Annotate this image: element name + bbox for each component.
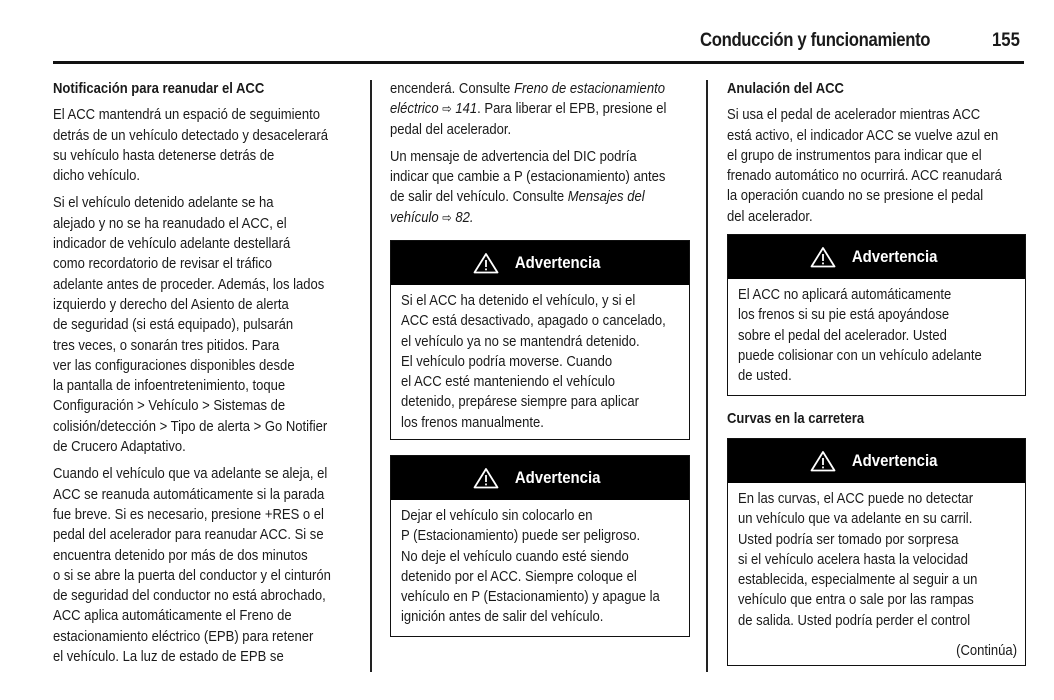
warning-header: Advertencia: [728, 235, 1025, 279]
warning-box-curves: Advertencia En las curvas, el ACC puede no detectar un vehículo que va adelante en su carril. Usted podría ser tomado por sorpresa si el vehículo acelera hasta la velocidad establecida, especialmente al seguir a un vehículo que entra o sale por las rampas de salida. Usted podría perder el control (Continúa): [727, 438, 1026, 666]
heading-acc-override: Anulación del ACC: [727, 80, 844, 97]
column-divider-1: [370, 80, 372, 672]
page-ref-141[interactable]: 141: [455, 100, 478, 118]
reference-arrow-icon: ⇨: [442, 209, 452, 225]
paragraph-vehicle-ahead-indicator: Si el vehículo detenido adelante se ha alejado y no se ha reanudado el ACC, el indicador de vehículo adelante destellará como recordatorio de revisar el tráfico adelante antes de proceder. Además, los lados izquierdo y derecho del Asiento de alerta de seguridad (si está equipado), pulsarán tres veces, o sonarán tres pitidos. Para ver las configuraciones disponibles desde la pantalla de infoentretenimiento, toque Configuración > Vehículo > Sistemas de colisión/detección > Tipo de alerta > Go Notifier de Crucero Adaptativo.: [53, 194, 328, 456]
continued-label: (Continúa): [956, 642, 1017, 659]
warning-header: Advertencia: [728, 439, 1025, 483]
header-rule: [53, 61, 1024, 64]
heading-resume-notification: Notificación para reanudar el ACC: [53, 80, 265, 97]
warning-triangle-icon: [810, 246, 836, 268]
paragraph-dic-message: Un mensaje de advertencia del DIC podría indicar que cambie a P (estacionamiento) antes de salir del vehículo. Consulte Mensajes del vehículo ⇨ 82.: [390, 147, 666, 226]
reference-arrow-icon: ⇨: [442, 101, 452, 117]
paragraph-accelerator-override: Si usa el pedal de acelerador mientras ACC está activo, el indicador ACC se vuelve azul en el grupo de instrumentos para indicar que el frenado automático no ocurrirá. ACC reanudará la operación cuando no se presione el pedal del acelerador.: [727, 106, 1002, 225]
column-3: [727, 79, 1027, 234]
paragraph-acc-resume-epb: Cuando el vehículo que va adelante se aleja, el ACC se reanuda automáticamente si la parada fue breve. Si es necesario, presione +RES o el pedal del acelerador para reanudar ACC. Si se encuentra detenido por más de dos minutos o si se abre la puerta del conductor y el cinturón de seguridad del conductor no está abrochado, ACC aplica automáticamente el Freno de estacionamiento eléctrico (EPB) para retener el vehículo. La luz de estado de EPB se: [53, 465, 331, 666]
paragraph-epb-release: encenderá. Consulte Freno de estacionamiento eléctrico ⇨ 141. Para liberar el EPB, presione el pedal del acelerador.: [390, 80, 667, 138]
warning-triangle-icon: [810, 450, 836, 472]
page-header: [0, 0, 1054, 62]
section-title: Conducción y funcionamiento: [700, 30, 931, 51]
link-electric-parking-brake[interactable]: Freno de estacionamiento: [514, 80, 665, 97]
warning-header: Advertencia: [391, 241, 689, 285]
warning-box-park-vehicle: Advertencia Dejar el vehículo sin colocarlo en P (Estacionamiento) puede ser peligroso. No deje el vehículo cuando esté siendo detenido por el ACC. Siempre coloque el vehículo en P (Estacionamiento) y apague la ignición antes de salir del vehículo.: [390, 455, 690, 637]
warning-triangle-icon: [473, 467, 499, 489]
heading-road-curves: Curvas en la carretera: [727, 410, 865, 427]
paragraph-following-distance: El ACC mantendrá un espació de seguimiento detrás de un vehículo detectado y desacelerará su vehículo hasta detenerse detrás de dicho vehículo.: [53, 106, 328, 185]
column-2: [390, 79, 690, 235]
column-1: [53, 79, 353, 674]
page-ref-82[interactable]: 82: [455, 208, 470, 226]
warning-box-foot-on-accelerator: Advertencia El ACC no aplicará automáticamente los frenos si su pie está apoyándose sobre el pedal del acelerador. Usted puede colisionar con un vehículo adelante de usted.: [727, 234, 1026, 396]
column-divider-2: [706, 80, 708, 672]
heading-curves-wrapper: [727, 409, 1027, 435]
warning-triangle-icon: [473, 252, 499, 274]
link-vehicle-messages[interactable]: Mensajes del: [567, 188, 645, 206]
warning-header: Advertencia: [391, 456, 689, 500]
warning-box-acc-stopped: Advertencia Si el ACC ha detenido el vehículo, y si el ACC está desactivado, apagado o cancelado, el vehículo ya no se mantendrá detenido. El vehículo podría moverse. Cuando el ACC esté manteniendo el vehículo detenido, prepárese siempre para aplicar los frenos manualmente.: [390, 240, 690, 440]
page-number: 155: [992, 30, 1020, 51]
